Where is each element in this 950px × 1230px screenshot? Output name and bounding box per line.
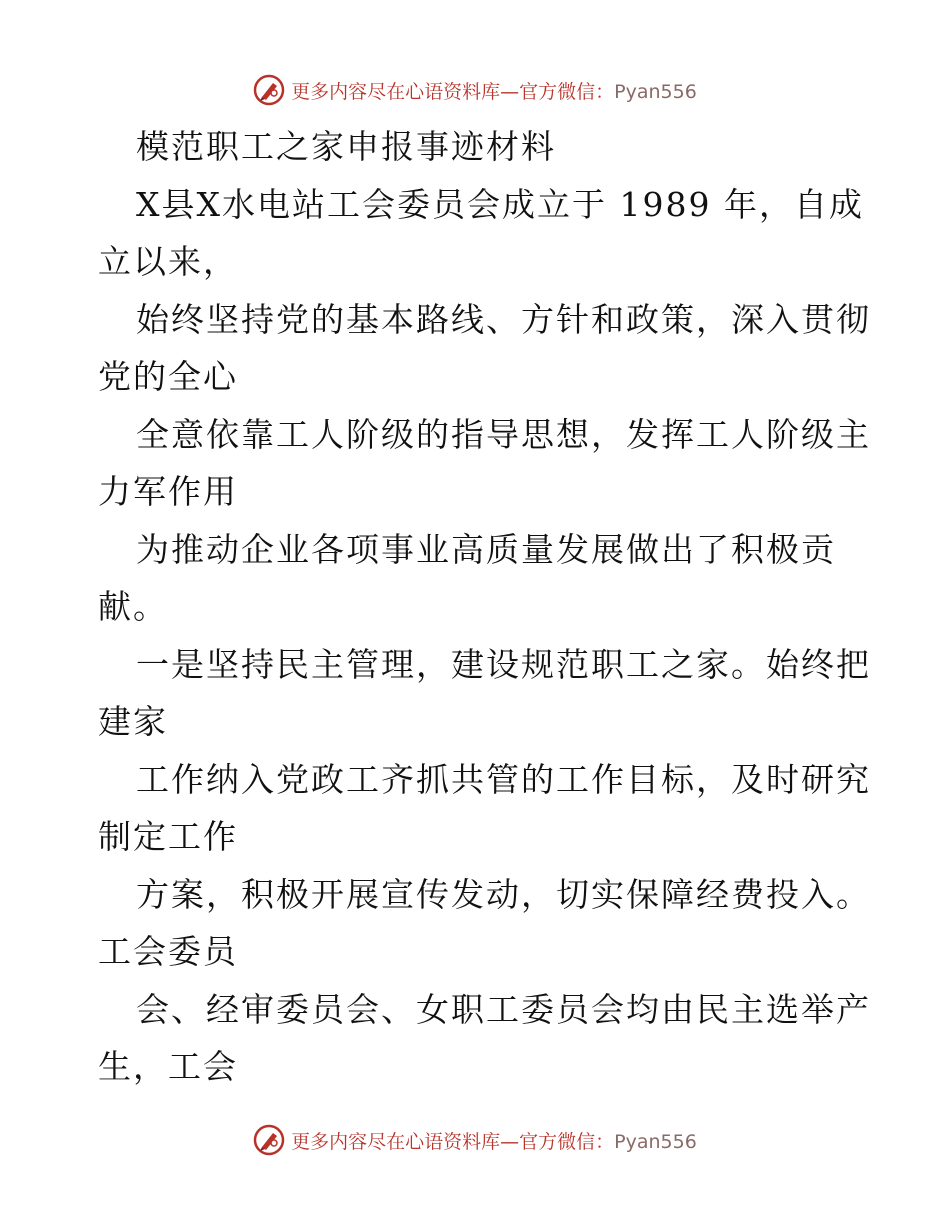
- document-line: 工会委员: [98, 932, 238, 971]
- document-line: 会、经审委员会、女职工委员会均由民主选举产: [136, 989, 871, 1029]
- document-line: 制定工作: [98, 817, 238, 856]
- document-line: 工作纳入党政工齐抓共管的工作目标，及时研究: [136, 759, 871, 799]
- document-line: 始终坚持党的基本路线、方针和政策，深入贯彻: [136, 299, 871, 339]
- document-line: 建家: [98, 702, 168, 741]
- document-line: 为推动企业各项事业高质量发展做出了积极贡: [136, 529, 836, 569]
- banner-wechat-id: Pyan556: [614, 1130, 697, 1153]
- document-body: [98, 118, 871, 1096]
- document-title: 模范职工之家申报事迹材料: [136, 127, 556, 166]
- document-line: 力军作用: [98, 472, 238, 511]
- document-line: 方案，积极开展宣传发动，切实保障经费投入。: [136, 874, 871, 914]
- document-line: 生，工会: [98, 1047, 238, 1086]
- footer-banner: [0, 1120, 950, 1160]
- document-line: 党的全心: [98, 357, 238, 396]
- document-line: 全意依靠工人阶级的指导思想，发挥工人阶级主: [136, 414, 871, 454]
- banner-wechat-id: Pyan556: [614, 80, 697, 103]
- banner-text: 更多内容尽在心语资料库—官方微信：: [291, 1130, 615, 1153]
- header-banner: [0, 70, 950, 110]
- document-line: 献。: [98, 587, 168, 626]
- pen-logo-icon: [253, 1124, 285, 1156]
- banner-text: 更多内容尽在心语资料库—官方微信：: [291, 80, 615, 103]
- document-line: X县X水电站工会委员会成立于 1989 年，自成: [136, 184, 864, 224]
- pen-logo-icon: [253, 74, 285, 106]
- document-line: 立以来，: [98, 242, 238, 281]
- document-line: 一是坚持民主管理，建设规范职工之家。始终把: [136, 644, 871, 684]
